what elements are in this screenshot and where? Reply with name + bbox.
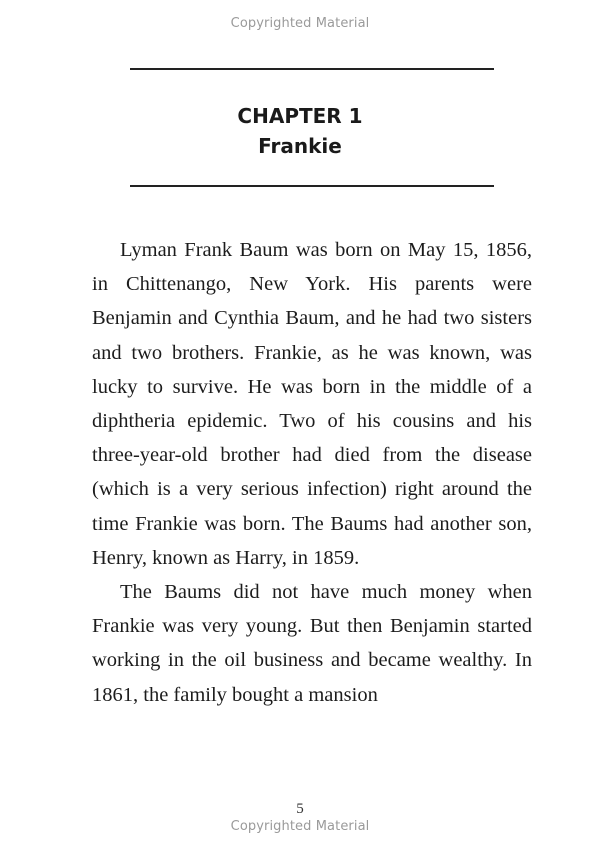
chapter-rule-top (130, 68, 494, 70)
paragraph: Lyman Frank Baum was born on May 15, 1856, in Chittenango, New York. His parents were Benjamin and Cynthia Baum, and he had two sisters and two brothers. Frankie, as he was known, was lucky to survive. He was born in the middle of a diphtheria epidemic. Two of his cousins and his three-year-old brother had died from the disease (which is a very serious infection) right around the time Frankie was born. The Baums had another son, Henry, known as Harry, in 1859. (92, 239, 532, 569)
chapter-number: CHAPTER 1 (237, 104, 363, 128)
copyright-watermark-bottom: Copyrighted Material (230, 819, 370, 834)
copyright-watermark-top: Copyrighted Material (230, 16, 370, 31)
chapter-body (92, 233, 532, 712)
chapter-heading (0, 101, 600, 161)
page-number: 5 (296, 801, 304, 817)
chapter-rule-bottom (130, 185, 494, 187)
paragraph: The Baums did not have much money when Frankie was very young. But then Benjamin started working in the oil business and became wealthy. In 1861, the family bought a mansion (92, 581, 532, 706)
chapter-title: Frankie (258, 134, 342, 158)
